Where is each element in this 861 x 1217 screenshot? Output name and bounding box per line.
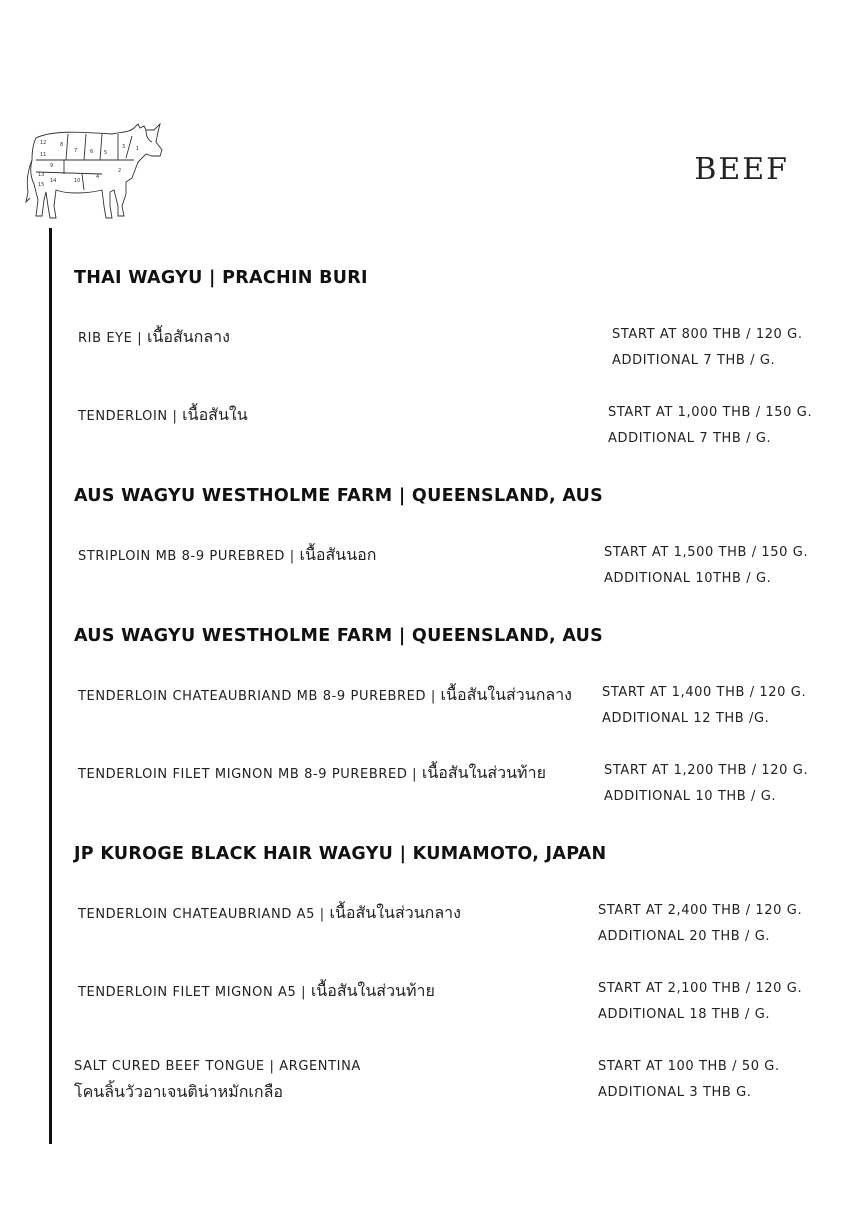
cut-label: 7	[74, 148, 78, 154]
cut-label: 9	[50, 163, 54, 169]
cut-label: 5	[104, 150, 108, 156]
price-start: START AT 1,200 THB / 120 G.	[604, 763, 809, 778]
item-price	[602, 680, 806, 732]
cut-label: 4	[96, 174, 100, 180]
price-start: START AT 1,500 THB / 150 G.	[604, 545, 809, 560]
item-name: TENDERLOIN FILET MIGNON MB 8-9 PUREBRED |	[78, 767, 422, 782]
item-thai-name: เนื้อสันนอก	[299, 545, 377, 564]
cow-cuts-illustration	[22, 120, 167, 228]
item-thai-name: เนื้อสันในส่วนท้าย	[421, 763, 546, 782]
cut-label: 13	[38, 172, 45, 178]
cut-label: 1	[136, 146, 140, 152]
price-additional: ADDITIONAL 10THB / G.	[604, 571, 772, 586]
item-name: TENDERLOIN FILET MIGNON A5 |	[78, 985, 311, 1000]
item-name: TENDERLOIN |	[78, 409, 183, 424]
menu-item	[78, 543, 376, 568]
item-thai-name: เนื้อสันกลาง	[146, 327, 230, 346]
item-thai-name: โคนลิ้นวัวอาเจนติน่าหมักเกลือ	[74, 1082, 283, 1101]
menu-item	[78, 979, 435, 1004]
price-start: START AT 1,000 THB / 150 G.	[608, 405, 813, 420]
price-additional: ADDITIONAL 10 THB / G.	[604, 789, 777, 804]
menu-item	[78, 761, 546, 786]
cut-label: 10	[74, 178, 81, 184]
cut-label: 15	[38, 182, 45, 188]
item-price	[604, 758, 808, 810]
item-name: RIB EYE |	[78, 331, 147, 346]
price-additional: ADDITIONAL 7 THB / G.	[608, 431, 772, 446]
section-heading: JP KUROGE BLACK HAIR WAGYU | KUMAMOTO, JAPAN	[74, 844, 607, 864]
menu-item	[74, 1054, 361, 1104]
section-heading: AUS WAGYU WESTHOLME FARM | QUEENSLAND, AUS	[74, 486, 604, 506]
section-heading: AUS WAGYU WESTHOLME FARM | QUEENSLAND, AUS	[74, 626, 604, 646]
section-heading: THAI WAGYU | PRACHIN BURI	[74, 268, 368, 288]
item-name: STRIPLOIN MB 8-9 PUREBRED |	[78, 549, 300, 564]
item-thai-name: เนื้อสันในส่วนท้าย	[310, 981, 435, 1000]
item-price	[598, 898, 802, 950]
cut-label: 6	[90, 149, 94, 155]
price-additional: ADDITIONAL 12 THB /G.	[602, 711, 770, 726]
item-price	[598, 1054, 780, 1106]
vertical-rule	[49, 228, 52, 1144]
menu-item	[78, 683, 572, 708]
item-name: SALT CURED BEEF TONGUE | ARGENTINA	[74, 1059, 361, 1074]
price-start: START AT 800 THB / 120 G.	[612, 327, 803, 342]
price-start: START AT 2,100 THB / 120 G.	[598, 981, 803, 996]
price-additional: ADDITIONAL 20 THB / G.	[598, 929, 771, 944]
item-price	[608, 400, 812, 452]
price-start: START AT 100 THB / 50 G.	[598, 1059, 780, 1074]
item-name: TENDERLOIN CHATEAUBRIAND A5 |	[78, 907, 330, 922]
price-additional: ADDITIONAL 7 THB / G.	[612, 353, 776, 368]
cut-label: 11	[40, 152, 47, 158]
price-additional: ADDITIONAL 18 THB / G.	[598, 1007, 771, 1022]
menu-item	[78, 901, 461, 926]
item-price	[598, 976, 802, 1028]
cut-label: 2	[118, 168, 122, 174]
price-start: START AT 2,400 THB / 120 G.	[598, 903, 803, 918]
price-additional: ADDITIONAL 3 THB G.	[598, 1085, 752, 1100]
cut-label: 14	[50, 178, 57, 184]
menu-item	[78, 325, 230, 350]
page-title: BEEF	[694, 152, 789, 187]
item-name: TENDERLOIN CHATEAUBRIAND MB 8-9 PUREBRED |	[78, 689, 441, 704]
price-start: START AT 1,400 THB / 120 G.	[602, 685, 807, 700]
menu-item	[78, 403, 248, 428]
cut-label: 12	[40, 140, 47, 146]
item-price	[604, 540, 808, 592]
cut-label: 3	[122, 144, 126, 150]
item-thai-name: เนื้อสันในส่วนกลาง	[329, 903, 461, 922]
item-thai-name: เนื้อสันใน	[182, 405, 248, 424]
cut-label: 8	[60, 142, 64, 148]
item-price	[612, 322, 803, 374]
item-thai-name: เนื้อสันในส่วนกลาง	[440, 685, 572, 704]
